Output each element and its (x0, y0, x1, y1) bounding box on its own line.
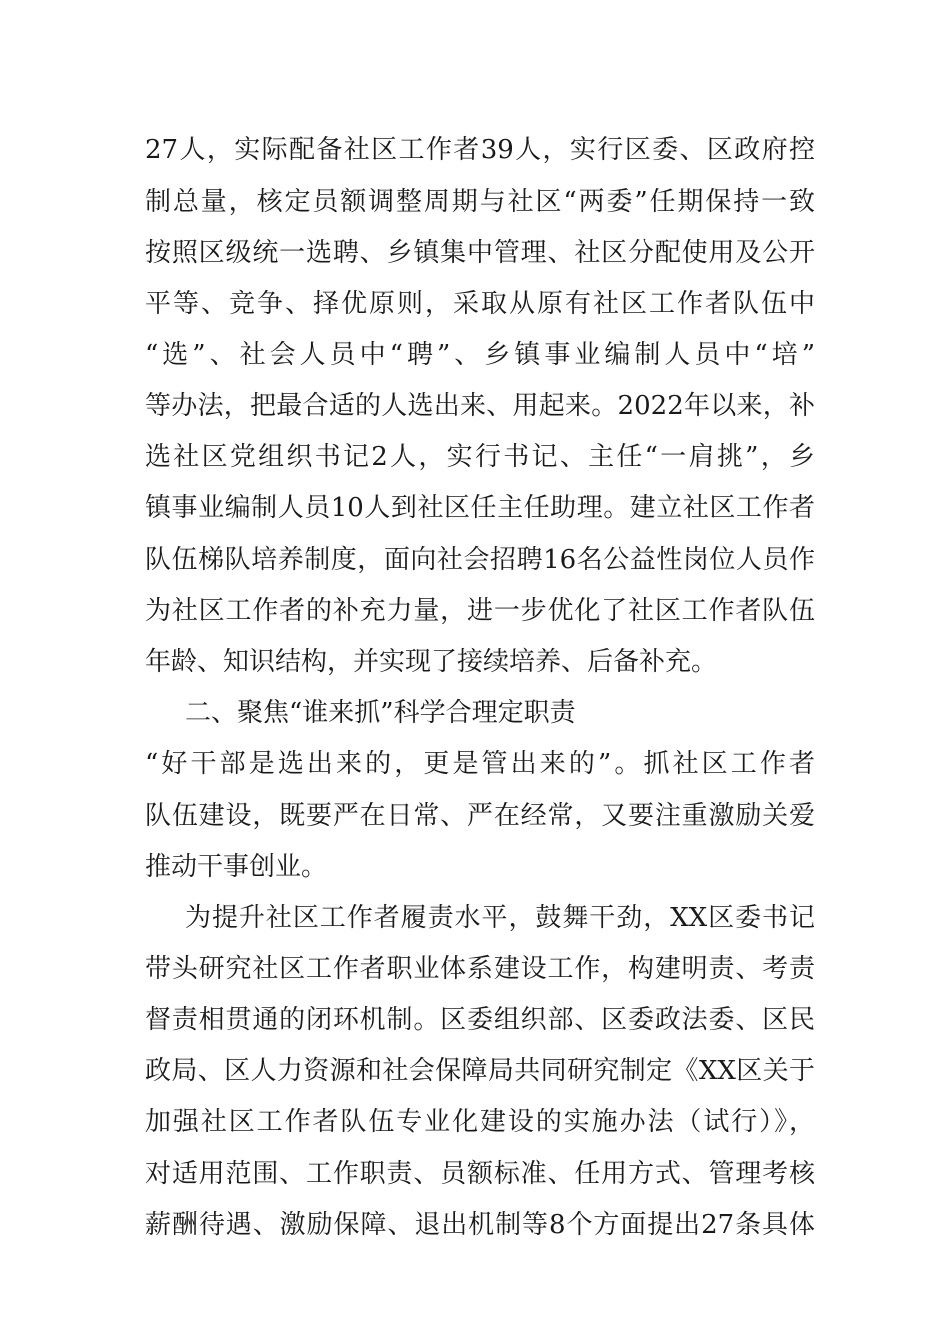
paragraph-line: 对适用范围、工作职责、员额标准、任用方式、管理考核 (145, 1159, 815, 1189)
paragraph-line: 镇事业编制人员10人到社区任主任助理。建立社区工作者 (145, 493, 815, 523)
paragraph-line: 为社区工作者的补充力量，进一步优化了社区工作者队伍 (145, 596, 815, 626)
paragraph-line: 27人，实际配备社区工作者39人，实行区委、区政府控 (145, 135, 815, 165)
paragraph-line: “选”、社会人员中“聘”、乡镇事业编制人员中“培” (145, 340, 815, 370)
paragraph-line: 为提升社区工作者履责水平，鼓舞干劲，XX区委书记 (185, 903, 815, 933)
paragraph-line: 制总量，核定员额调整周期与社区“两委”任期保持一致 (145, 187, 815, 217)
paragraph-line: 按照区级统一选聘、乡镇集中管理、社区分配使用及公开 (145, 238, 815, 268)
paragraph-line: 队伍梯队培养制度，面向社会招聘16名公益性岗位人员作 (145, 545, 815, 575)
paragraph-line: “好干部是选出来的，更是管出来的”。抓社区工作者 (145, 749, 815, 779)
paragraph-line: 平等、竞争、择优原则，采取从原有社区工作者队伍中 (145, 289, 815, 319)
paragraph-line: 督责相贯通的闭环机制。区委组织部、区委政法委、区民 (145, 1005, 815, 1035)
paragraph-line: 队伍建设，既要严在日常、严在经常，又要注重激励关爱 (145, 801, 815, 831)
paragraph-line: 薪酬待遇、激励保障、退出机制等8个方面提出27条具体 (145, 1210, 815, 1240)
paragraph-line: 推动干事创业。 (145, 852, 328, 882)
paragraph-line: 带头研究社区工作者职业体系建设工作，构建明责、考责 (145, 954, 815, 984)
paragraph-line: 等办法，把最合适的人选出来、用起来。2022年以来，补 (145, 391, 815, 421)
paragraph-line: 政局、区人力资源和社会保障局共同研究制定《XX区关于 (145, 1056, 815, 1086)
paragraph-line: 加强社区工作者队伍专业化建设的实施办法（试行）》， (145, 1107, 815, 1137)
section-heading: 二、聚焦“谁来抓”科学合理定职责 (185, 698, 576, 728)
paragraph-line: 选社区党组织书记2人，实行书记、主任“一肩挑”，乡 (145, 442, 815, 472)
paragraph-line: 年龄、知识结构，并实现了接续培养、后备补充。 (145, 647, 718, 677)
